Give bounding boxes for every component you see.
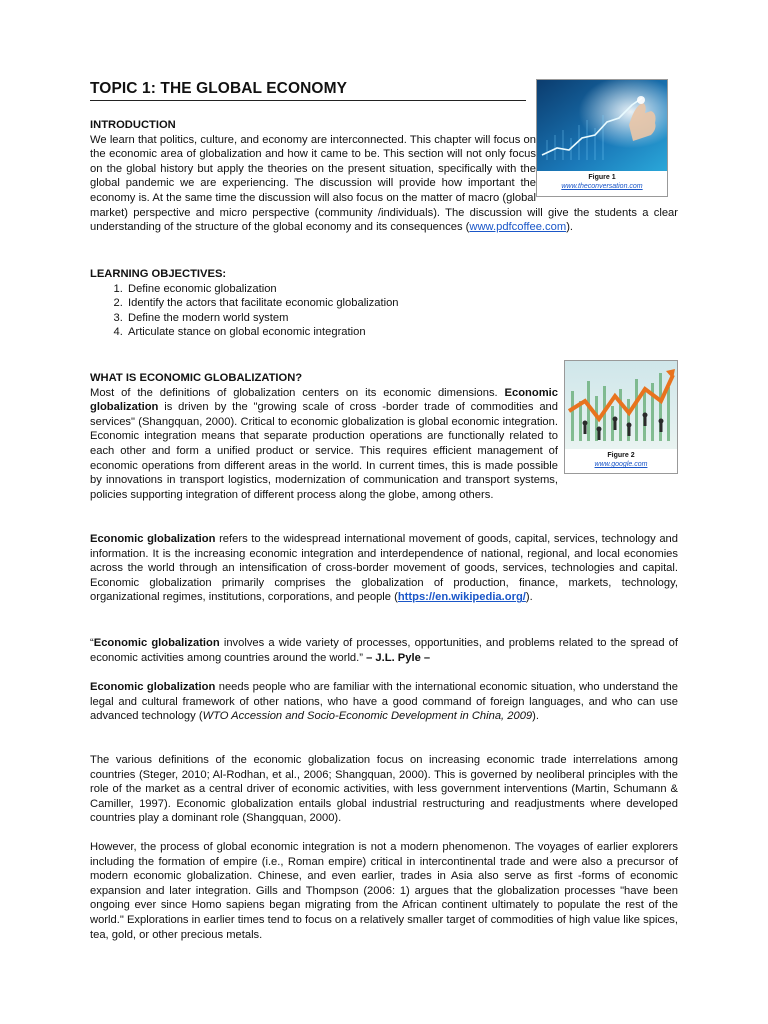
learning-objectives-section	[90, 267, 678, 340]
pyle-quote	[90, 636, 678, 665]
what-is-section	[90, 371, 678, 502]
skills-citation: WTO Accession and Socio-Economic Development in China, 2009	[202, 710, 533, 723]
what-is-text-a: Most of the definitions of globalization centers on its economic dimensions.	[90, 386, 505, 399]
history-text: However, the process of global economic integration is not a modern phenomenon. The voyages of earlier explorers including the formation of empire (i.e., Roman empire) critical in intercontinental trade and were also a precursor of modern economic globalization. Chinese, and even earlier, trades in Asia also serve as first -forms of economic expansion and later integration. Gills and Thompson (2006: 1) argues that the globalization processes "have been ongoing ever since Homo sapiens began migrating from the African continent ultimately to populate the rest of the world." Explorations in earlier times tend to focus on a relatively smaller target of commodities of high value like spices, tea, gold, or other precious metals.	[90, 841, 678, 941]
objective-item: 1. Define economic globalization	[126, 282, 678, 297]
definition-paragraph	[90, 532, 678, 605]
page-title: TOPIC 1: THE GLOBAL ECONOMY	[90, 80, 526, 101]
what-is-term: Economic globalization	[90, 386, 558, 414]
quote-author: – J.L. Pyle –	[366, 651, 431, 664]
quote-open: “	[90, 637, 94, 649]
introduction-heading: INTRODUCTION	[90, 119, 176, 131]
objective-item: 4. Articulate stance on global economic integration	[126, 325, 678, 340]
definitions-summary-paragraph	[90, 753, 678, 826]
introduction-paragraph	[90, 133, 678, 235]
quote-text: involves a wide variety of processes, opportunities, and problems related to the spread of economic activities among countries around the world.”	[90, 637, 679, 664]
what-is-text-c: is driven by the "growing scale of cross -border trade of commodities and services" (Shangquan, 2000). Critical to economic globalization is global economic integration. Economic integration means that separate production operations are functionally related to each other and form a unified product or service. This requires efficient management of economic operations from different areas in the world. In current times, this is made possible by innovations in transport logistics, modernization of communication and transport systems, policies supporting integration of different process along the globe, among others.	[90, 401, 558, 501]
learning-objectives-heading: LEARNING OBJECTIVES:	[90, 268, 227, 280]
definition-term: Economic globalization	[90, 533, 216, 545]
skills-text-end: ).	[532, 710, 539, 723]
objective-item: 3. Define the modern world system	[126, 311, 678, 326]
skills-term: Economic globalization	[90, 681, 216, 693]
what-is-paragraph	[90, 386, 678, 503]
history-paragraph	[90, 840, 678, 942]
definitions-summary-text: The various definitions of the economic globalization focus on increasing economic trade interrelations among countries (Steger, 2010; Al-Rodhan, et al., 2006; Shangquan, 2000). This is governed by neoliberal principles with the role of the market as a central driver of economic activities, with less government interventions (Martin, Schumann & Camiller, 1997). Economic globalization entails global industrial restructuring and readjustments where developed countries play a dominant role (Shangquan, 2000).	[90, 754, 678, 825]
definition-text-end: ).	[525, 591, 533, 604]
pdfcoffee-link[interactable]: www.pdfcoffee.com	[469, 221, 567, 234]
wikipedia-link[interactable]: https://en.wikipedia.org/	[397, 591, 526, 604]
introduction-text: We learn that politics, culture, and economy are interconnected. This chapter will focus on the economic area of globalization and how it came to be. This section will not only focus on the global history but apply the theories on the present situation, specifically with the global pandemic we are experiencing. The discussion will provide how important the economy is. At the same time the discussion will also focus on the matter of macro (global market) perspective and micro perspective (community /individuals). The discussion will give the students a clear understanding of the structure of the global economy and its consequences (	[90, 133, 678, 234]
definition-text: refers to the widespread international movement of goods, capital, services, technology and information. It is the increasing economic integration and interdependence of national, regional, and local economies across the world through an intensification of cross-border movement of goods, services, technologies and capital. Economic globalization primarily comprises the globalization of production, finance, markets, technology, organizational regimes, institutions, corporations, and people (	[90, 533, 678, 604]
objective-item: 2. Identify the actors that facilitate economic globalization	[126, 296, 678, 311]
introduction-text-end: ).	[566, 221, 574, 234]
what-is-heading: WHAT IS ECONOMIC GLOBALIZATION?	[90, 372, 303, 384]
skills-paragraph	[90, 680, 678, 724]
figure-2-source-link[interactable]: www.google.com	[594, 461, 648, 468]
introduction-section	[90, 118, 678, 235]
figure-1-label: Figure 1	[588, 174, 616, 181]
quote-term: Economic globalization	[93, 637, 220, 649]
figure-1-source-link[interactable]: www.theconversation.com	[561, 183, 643, 190]
learning-objectives-list	[90, 282, 678, 340]
skills-text: needs people who are familiar with the international economic situation, who understand the legal and cultural framework of other nations, who have a good command of foreign languages, and who can use advanced technology (	[90, 681, 679, 723]
figure-2-label: Figure 2	[607, 452, 635, 459]
